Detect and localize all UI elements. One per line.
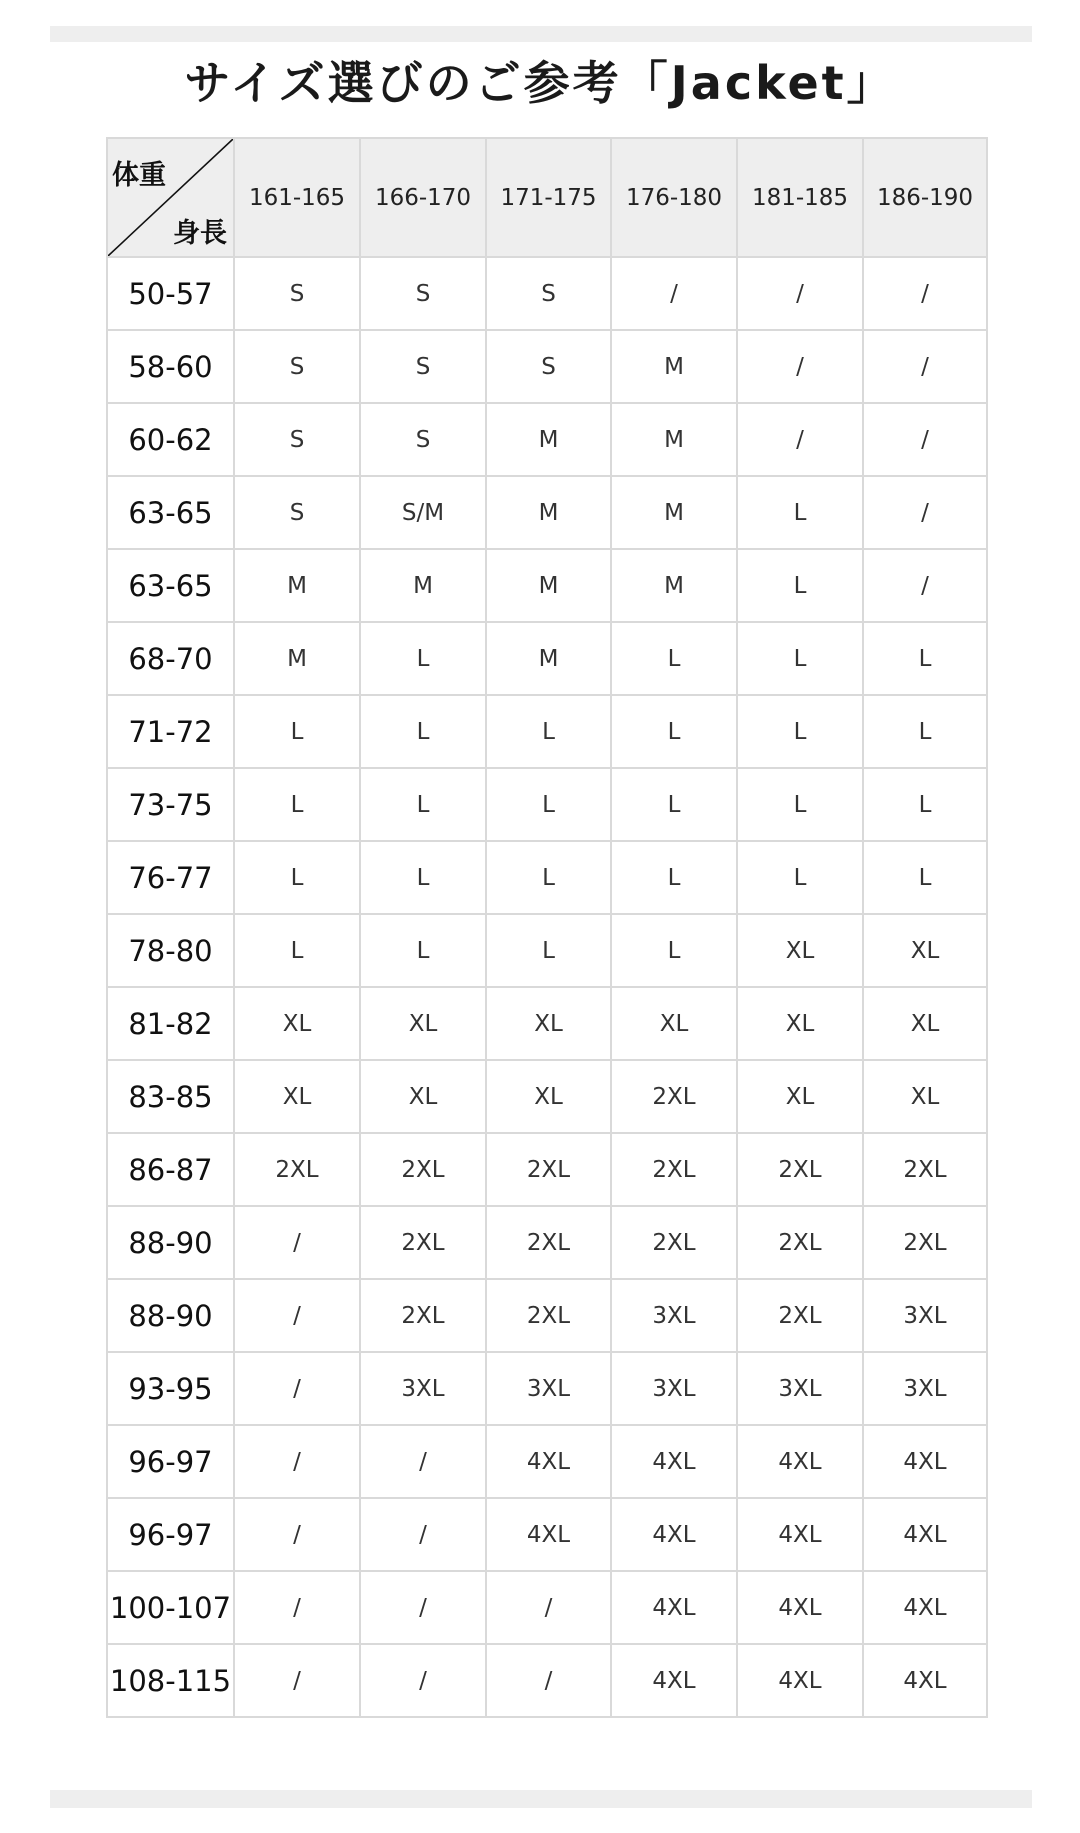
size-cell: 2XL — [486, 1133, 611, 1206]
column-header: 166-170 — [360, 138, 486, 257]
size-cell: 2XL — [737, 1279, 863, 1352]
size-cell: 4XL — [611, 1571, 737, 1644]
size-cell: 3XL — [611, 1279, 737, 1352]
size-cell: XL — [360, 987, 486, 1060]
table-row — [107, 549, 987, 622]
size-cell: M — [486, 403, 611, 476]
size-cell: 2XL — [611, 1060, 737, 1133]
table-row — [107, 1425, 987, 1498]
row-header-weight: 88-90 — [107, 1206, 234, 1279]
table-row — [107, 987, 987, 1060]
table-row — [107, 841, 987, 914]
table-row — [107, 622, 987, 695]
size-cell: XL — [863, 914, 987, 987]
size-cell: L — [486, 768, 611, 841]
size-cell: L — [234, 914, 360, 987]
size-cell: L — [360, 768, 486, 841]
size-cell: / — [611, 257, 737, 330]
size-cell: / — [234, 1352, 360, 1425]
size-cell: 2XL — [486, 1206, 611, 1279]
size-cell: / — [360, 1425, 486, 1498]
table-row — [107, 1206, 987, 1279]
size-cell: / — [737, 330, 863, 403]
size-cell: XL — [863, 1060, 987, 1133]
size-cell: / — [234, 1425, 360, 1498]
row-header-weight: 60-62 — [107, 403, 234, 476]
size-cell: L — [234, 695, 360, 768]
size-cell: L — [486, 695, 611, 768]
size-cell: L — [611, 768, 737, 841]
row-header-weight: 88-90 — [107, 1279, 234, 1352]
size-cell: 2XL — [737, 1206, 863, 1279]
size-cell: XL — [863, 987, 987, 1060]
table-row — [107, 476, 987, 549]
table-row — [107, 1279, 987, 1352]
table-row — [107, 403, 987, 476]
size-cell: S — [234, 330, 360, 403]
size-cell: 4XL — [863, 1571, 987, 1644]
size-cell: / — [360, 1498, 486, 1571]
row-header-weight: 73-75 — [107, 768, 234, 841]
size-cell: / — [486, 1644, 611, 1717]
row-header-weight: 96-97 — [107, 1425, 234, 1498]
column-header: 176-180 — [611, 138, 737, 257]
size-cell: 2XL — [360, 1133, 486, 1206]
size-cell: 4XL — [611, 1498, 737, 1571]
size-cell: 2XL — [360, 1279, 486, 1352]
size-cell: L — [863, 622, 987, 695]
size-cell: L — [863, 841, 987, 914]
size-cell: L — [234, 841, 360, 914]
size-cell: M — [611, 403, 737, 476]
size-cell: M — [486, 476, 611, 549]
corner-header-cell — [107, 138, 234, 257]
row-header-weight: 71-72 — [107, 695, 234, 768]
size-cell: / — [863, 257, 987, 330]
size-cell: / — [360, 1571, 486, 1644]
size-cell: 2XL — [863, 1133, 987, 1206]
size-cell: 4XL — [737, 1498, 863, 1571]
size-cell: L — [737, 695, 863, 768]
size-cell: XL — [737, 914, 863, 987]
size-cell: M — [360, 549, 486, 622]
size-cell: XL — [234, 1060, 360, 1133]
top-divider-bar — [50, 26, 1032, 42]
size-cell: L — [486, 914, 611, 987]
row-header-weight: 96-97 — [107, 1498, 234, 1571]
size-cell: L — [737, 622, 863, 695]
row-header-weight: 68-70 — [107, 622, 234, 695]
size-cell: 2XL — [360, 1206, 486, 1279]
size-cell: / — [360, 1644, 486, 1717]
size-cell: L — [360, 914, 486, 987]
size-cell: L — [360, 841, 486, 914]
size-cell: / — [234, 1498, 360, 1571]
size-cell: 3XL — [486, 1352, 611, 1425]
size-cell: / — [863, 330, 987, 403]
size-cell: M — [611, 549, 737, 622]
size-cell: S — [486, 257, 611, 330]
size-cell: L — [863, 768, 987, 841]
size-cell: L — [486, 841, 611, 914]
size-cell: M — [486, 622, 611, 695]
size-cell: / — [234, 1571, 360, 1644]
size-cell: L — [611, 841, 737, 914]
row-header-weight: 78-80 — [107, 914, 234, 987]
size-cell: / — [863, 476, 987, 549]
row-header-weight: 83-85 — [107, 1060, 234, 1133]
table-row — [107, 695, 987, 768]
size-cell: XL — [611, 987, 737, 1060]
size-cell: / — [234, 1206, 360, 1279]
size-cell: 3XL — [863, 1279, 987, 1352]
size-cell: L — [611, 914, 737, 987]
table-row — [107, 914, 987, 987]
size-cell: S/M — [360, 476, 486, 549]
size-cell: XL — [486, 1060, 611, 1133]
table-row — [107, 1133, 987, 1206]
size-cell: S — [360, 403, 486, 476]
size-chart-table — [106, 137, 988, 1718]
size-cell: 4XL — [737, 1571, 863, 1644]
size-cell: 4XL — [486, 1425, 611, 1498]
size-cell: 2XL — [486, 1279, 611, 1352]
size-cell: 4XL — [611, 1425, 737, 1498]
size-cell: / — [486, 1571, 611, 1644]
size-cell: L — [863, 695, 987, 768]
size-cell: L — [360, 622, 486, 695]
row-header-weight: 100-107 — [107, 1571, 234, 1644]
size-cell: 2XL — [737, 1133, 863, 1206]
column-header: 171-175 — [486, 138, 611, 257]
size-cell: S — [234, 403, 360, 476]
row-header-weight: 58-60 — [107, 330, 234, 403]
size-cell: 3XL — [863, 1352, 987, 1425]
page-title: サイズ選びのご参考「Jacket」 — [184, 56, 896, 110]
row-header-weight: 63-65 — [107, 549, 234, 622]
column-header: 161-165 — [234, 138, 360, 257]
size-cell: 4XL — [863, 1644, 987, 1717]
column-header: 186-190 — [863, 138, 987, 257]
size-cell: 3XL — [611, 1352, 737, 1425]
row-header-weight: 63-65 — [107, 476, 234, 549]
row-header-weight: 86-87 — [107, 1133, 234, 1206]
size-cell: M — [234, 549, 360, 622]
size-cell: L — [737, 549, 863, 622]
size-cell: M — [234, 622, 360, 695]
table-row — [107, 768, 987, 841]
row-header-weight: 50-57 — [107, 257, 234, 330]
size-cell: 2XL — [863, 1206, 987, 1279]
size-cell: XL — [737, 987, 863, 1060]
column-header: 181-185 — [737, 138, 863, 257]
size-cell: S — [234, 476, 360, 549]
size-cell: / — [737, 403, 863, 476]
size-cell: L — [234, 768, 360, 841]
table-row — [107, 1571, 987, 1644]
row-header-weight: 93-95 — [107, 1352, 234, 1425]
size-cell: 4XL — [486, 1498, 611, 1571]
size-cell: XL — [234, 987, 360, 1060]
size-cell: / — [863, 403, 987, 476]
size-cell: S — [360, 330, 486, 403]
size-cell: 4XL — [863, 1425, 987, 1498]
table-row — [107, 1060, 987, 1133]
size-cell: L — [611, 695, 737, 768]
row-header-weight: 76-77 — [107, 841, 234, 914]
size-cell: M — [486, 549, 611, 622]
size-cell: / — [737, 257, 863, 330]
corner-label-weight: 体重 — [112, 160, 166, 191]
size-cell: 4XL — [611, 1644, 737, 1717]
header-row — [107, 138, 987, 257]
size-cell: L — [737, 841, 863, 914]
row-header-weight: 81-82 — [107, 987, 234, 1060]
table-row — [107, 1644, 987, 1717]
bottom-divider-bar — [50, 1790, 1032, 1808]
size-cell: L — [360, 695, 486, 768]
size-cell: 3XL — [737, 1352, 863, 1425]
table-row — [107, 257, 987, 330]
table-row — [107, 1352, 987, 1425]
size-cell: S — [486, 330, 611, 403]
size-cell: XL — [360, 1060, 486, 1133]
size-cell: L — [737, 476, 863, 549]
size-cell: 4XL — [737, 1425, 863, 1498]
size-cell: 4XL — [737, 1644, 863, 1717]
size-cell: L — [611, 622, 737, 695]
size-cell: / — [234, 1644, 360, 1717]
corner-label-height: 身長 — [173, 218, 227, 249]
size-cell: 2XL — [234, 1133, 360, 1206]
size-cell: 4XL — [863, 1498, 987, 1571]
table-row — [107, 1498, 987, 1571]
size-cell: XL — [486, 987, 611, 1060]
size-cell: S — [234, 257, 360, 330]
size-cell: M — [611, 476, 737, 549]
size-cell: / — [234, 1279, 360, 1352]
size-cell: L — [737, 768, 863, 841]
size-cell: S — [360, 257, 486, 330]
size-cell: 2XL — [611, 1133, 737, 1206]
table-body — [107, 257, 987, 1717]
size-cell: XL — [737, 1060, 863, 1133]
row-header-weight: 108-115 — [107, 1644, 234, 1717]
size-cell: M — [611, 330, 737, 403]
size-cell: 2XL — [611, 1206, 737, 1279]
table-row — [107, 330, 987, 403]
size-cell: / — [863, 549, 987, 622]
size-cell: 3XL — [360, 1352, 486, 1425]
